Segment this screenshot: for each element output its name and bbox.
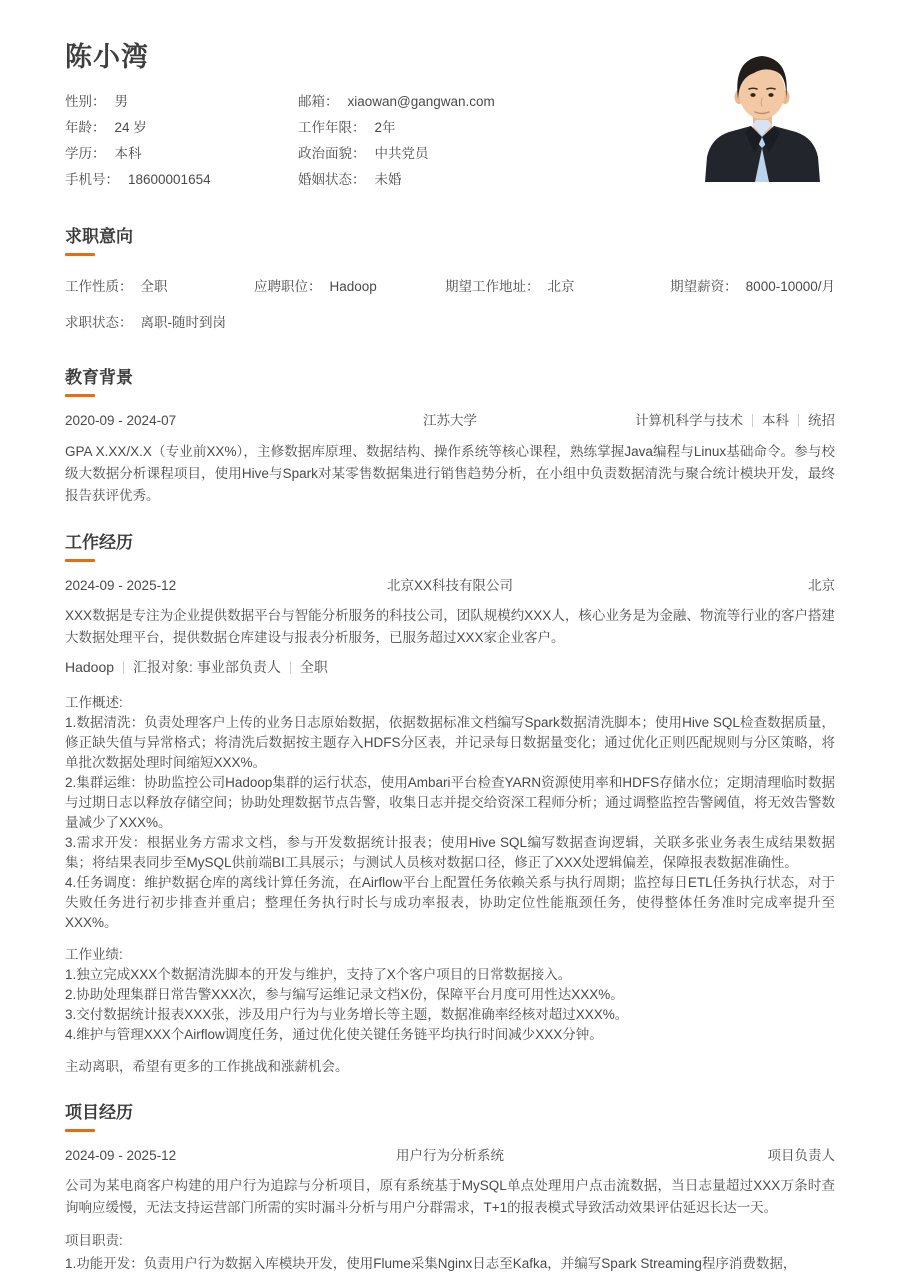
intent-job-nature xyxy=(65,277,254,296)
project-meta-row xyxy=(65,1146,835,1166)
intent-status xyxy=(65,313,226,332)
education-meta-row xyxy=(65,411,835,431)
work-achievement-block xyxy=(65,945,835,1045)
info-degree-label: 学历： xyxy=(65,146,106,161)
info-political-label: 政治面貌： xyxy=(298,146,366,161)
intent-job-nature-value: 全职 xyxy=(140,279,168,294)
info-gender-label: 性别： xyxy=(65,94,106,109)
personal-info-left xyxy=(65,89,298,193)
info-marital-label: 婚姻状态： xyxy=(298,172,366,187)
intent-salary-label: 期望薪资： xyxy=(670,279,738,294)
info-experience-label: 工作年限： xyxy=(298,120,366,135)
intent-status-label: 求职状态： xyxy=(65,315,133,330)
education-degree-group xyxy=(477,411,835,431)
work-location: 北京 xyxy=(808,578,835,593)
intent-position-label: 应聘职位： xyxy=(254,279,322,294)
work-position-row xyxy=(65,657,835,677)
info-age-label: 年龄： xyxy=(65,120,106,135)
job-intent-title: 求职意向 xyxy=(65,227,133,246)
work-report-to: 汇报对象: 事业部负责人 xyxy=(133,659,281,675)
education-description: GPA X.XX/X.X（专业前XX%），主修数据库原理、数据结构、操作系统等核心课程，熟练掌握Java编程与Linux基础命令。参与校级大数据分析课程项目，使用Hive与Spark对某零售数据集进行销售趋势分析，在小组中负责数据清洗与聚合统计模块开发，最终报告获评优秀。 xyxy=(65,444,835,503)
work-overview-block xyxy=(65,693,835,933)
work-period: 2024-09 - 2025-12 xyxy=(65,578,177,593)
section-accent-bar xyxy=(65,394,95,397)
intent-location xyxy=(445,277,661,296)
separator xyxy=(290,661,291,674)
work-leave-reason: 主动离职，希望有更多的工作挑战和涨薪机会。 xyxy=(65,1059,349,1074)
profile-photo xyxy=(705,45,820,182)
education-degree: 本科 xyxy=(762,413,789,428)
intent-salary xyxy=(670,277,835,296)
work-company-intro: XXX数据是专注为企业提供数据平台与智能分析服务的科技公司，团队规模约XXX人，核心业务是为金融、物流等行业的客户搭建大数据处理平台，提供数据仓库建设与报表分析服务，已服务超过XXX家企业客户。 xyxy=(65,608,835,645)
intent-status-value: 离职-随时到岗 xyxy=(140,315,226,330)
work-overview-item: 3.需求开发：根据业务方需求文档，参与开发数据统计报表；使用Hive SQL编写数据查询逻辑，关联多张业务表生成结果数据集；将结果表同步至MySQL供前端BI工具展示；与测试人员核对数据口径，修正了XXX处逻辑偏差，保障报表数据准确性。 xyxy=(65,835,835,870)
work-achievement-item: 4.维护与管理XXX个Airflow调度任务，通过优化使关键任务链平均执行时间减少XXX分钟。 xyxy=(65,1027,603,1042)
info-gender-value: 男 xyxy=(114,94,128,109)
education-major: 计算机科学与技术 xyxy=(635,413,743,428)
info-marital-value: 未婚 xyxy=(374,172,402,187)
info-phone-label: 手机号： xyxy=(65,172,119,187)
project-duty-label: 项目职责: xyxy=(65,1233,123,1248)
intent-location-value: 北京 xyxy=(547,279,575,294)
intent-position-value: Hadoop xyxy=(329,279,377,294)
work-title: 工作经历 xyxy=(65,533,133,552)
section-education xyxy=(65,368,835,507)
section-accent-bar xyxy=(65,253,95,256)
info-phone xyxy=(65,167,298,193)
info-degree-value: 本科 xyxy=(114,146,142,161)
info-political-value: 中共党员 xyxy=(374,146,429,161)
work-achievement-item: 1.独立完成XXX个数据清洗脚本的开发与维护，支持了X个客户项目的日常数据接入。 xyxy=(65,967,572,982)
info-gender xyxy=(65,89,298,115)
info-experience-value: 2年 xyxy=(374,120,396,135)
work-meta-row xyxy=(65,576,835,596)
separator xyxy=(123,661,124,674)
education-school: 江苏大学 xyxy=(423,413,477,428)
info-age-value: 24 岁 xyxy=(114,120,147,135)
project-period: 2024-09 - 2025-12 xyxy=(65,1148,177,1163)
work-achievement-label: 工作业绩: xyxy=(65,947,123,962)
intent-salary-value: 8000-10000/月 xyxy=(745,279,835,294)
info-phone-value: 18600001654 xyxy=(128,172,211,187)
work-achievement-item: 2.协助处理集群日常告警XXX次，参与编写运维记录文档X份，保障平台月度可用性达XXX%。 xyxy=(65,987,624,1002)
work-company: 北京XX科技有限公司 xyxy=(386,578,513,593)
job-intent-row-2 xyxy=(65,313,835,332)
education-title: 教育背景 xyxy=(65,368,133,387)
candidate-name: 陈小湾 xyxy=(65,42,149,72)
work-overview-item: 1.数据清洗：负责处理客户上传的业务日志原始数据，依据数据标准文档编写Spark数据清洗脚本；使用Hive SQL检查数据质量，修正缺失值与异常格式；将清洗后数据按主题存入HDFS分区表，并记录每日数据量变化；通过优化正则匹配规则与分区策略，将单批次数据处理时间缩短XXX%。 xyxy=(65,715,835,770)
work-overview-item: 4.任务调度：维护数据仓库的离线计算任务流，在Airflow平台上配置任务依赖关系与执行周期；监控每日ETL任务执行状态，对于失败任务进行初步排查并重启；整理任务执行时长与成功率报表，协助定位性能瓶颈任务，使得整体任务准时完成率提升至XXX%。 xyxy=(65,875,835,930)
project-role: 项目负责人 xyxy=(767,1148,835,1163)
info-email-value: xiaowan@gangwan.com xyxy=(347,94,495,109)
work-achievement-item: 3.交付数据统计报表XXX张，涉及用户行为与业务增长等主题，数据准确率经核对超过XXX%。 xyxy=(65,1007,629,1022)
section-project-experience xyxy=(65,1103,835,1275)
intent-job-nature-label: 工作性质： xyxy=(65,279,133,294)
section-accent-bar xyxy=(65,559,95,562)
work-job-type: 全职 xyxy=(299,659,328,675)
project-background: 公司为某电商客户构建的用户行为追踪与分析项目，原有系统基于MySQL单点处理用户点击流数据，当日志量超过XXX万条时查询响应缓慢，无法支持运营部门所需的实时漏斗分析与用户分群需求，T+1的报表模式导致活动效果评估延迟长达一天。 xyxy=(65,1178,835,1215)
section-accent-bar xyxy=(65,1129,95,1132)
info-email-label: 邮箱： xyxy=(298,94,339,109)
project-duty-item: 1.功能开发：负责用户行为数据入库模块开发，使用Flume采集Nginx日志至Kafka，并编写Spark Streaming程序消费数据， xyxy=(65,1256,797,1271)
work-position: Hadoop xyxy=(65,659,115,675)
project-name: 用户行为分析系统 xyxy=(396,1148,504,1163)
intent-position xyxy=(254,277,445,296)
section-job-intent xyxy=(65,227,835,332)
separator xyxy=(798,414,799,427)
separator xyxy=(752,414,753,427)
info-age xyxy=(65,115,298,141)
profile-photo-illustration xyxy=(705,45,820,182)
work-overview-label: 工作概述: xyxy=(65,695,123,710)
info-degree xyxy=(65,141,298,167)
section-work-experience xyxy=(65,533,835,1077)
intent-location-label: 期望工作地址： xyxy=(445,279,540,294)
job-intent-row-1 xyxy=(65,277,835,296)
project-title: 项目经历 xyxy=(65,1103,133,1122)
education-period: 2020-09 - 2024-07 xyxy=(65,413,177,428)
work-overview-item: 2.集群运维：协助监控公司Hadoop集群的运行状态，使用Ambari平台检查YARN资源使用率和HDFS存储水位；定期清理临时数据与过期日志以释放存储空间；协助处理数据节点告警，收集日志并提交给资深工程师分析；通过调整监控告警阈值，将无效告警数量减少了XXX%。 xyxy=(65,775,835,830)
education-enroll-type: 统招 xyxy=(808,413,835,428)
